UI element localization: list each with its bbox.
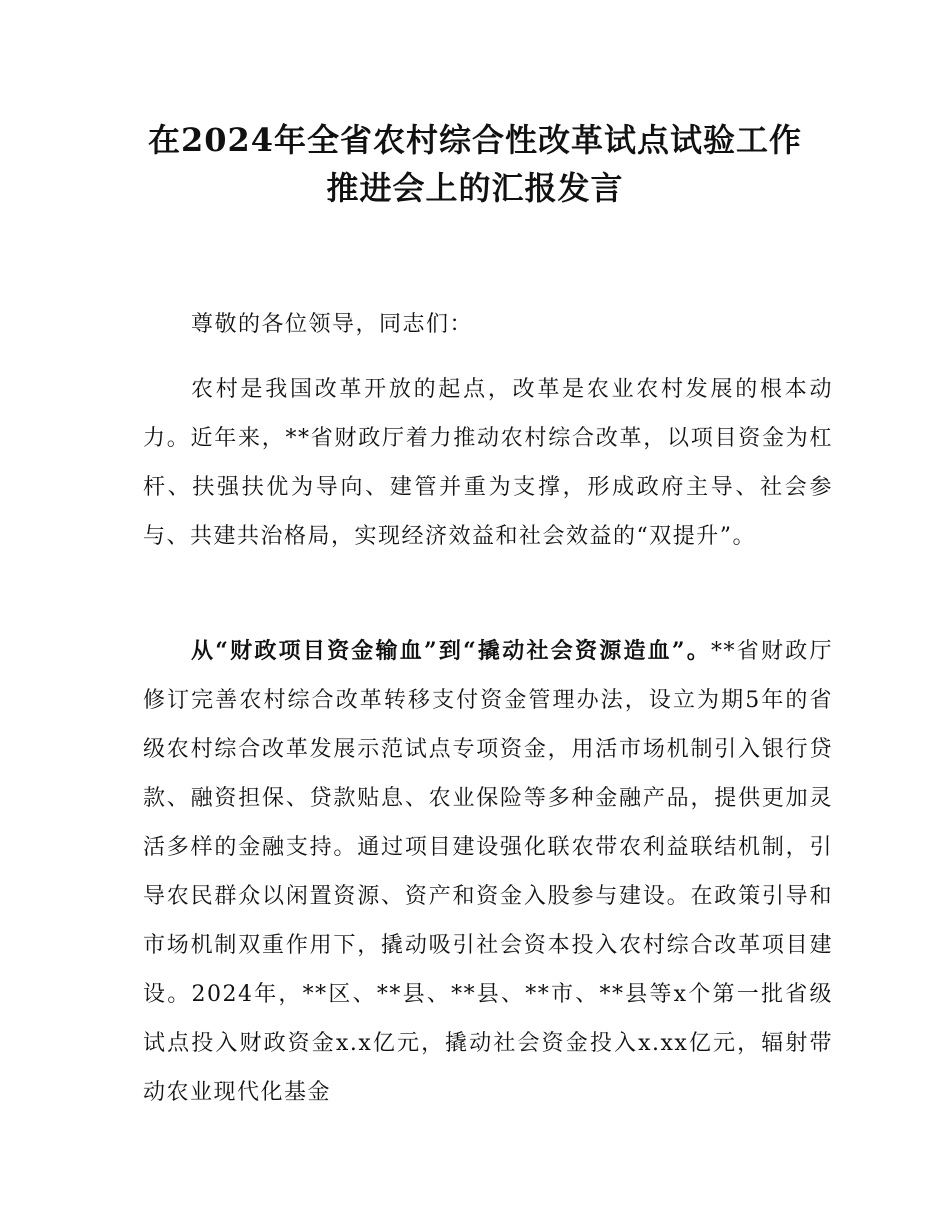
paragraph-2	[143, 627, 833, 1117]
paragraph-1: 农村是我国改革开放的起点，改革是农业农村发展的根本动力。近年来，**省财政厅着力推动农村综合改革，以项目资金为杠杆、扶强扶优为导向、建管并重为支撑，形成政府主导、社会参与、共建共治格局，实现经济效益和社会效益的“双提升”。	[143, 377, 833, 549]
document-title-line-1: 在2024年全省农村综合性改革试点试验工作	[147, 121, 803, 159]
document-title-line-2: 推进会上的汇报发言	[326, 169, 624, 207]
paragraph-2-body: **省财政厅修订完善农村综合改革转移支付资金管理办法，设立为期5年的省级农村综合改革发展示范试点专项资金，用活市场机制引入银行贷款、融资担保、贷款贴息、农业保险等多种金融产品，提供更加灵活多样的金融支持。通过项目建设强化联农带农利益联结机制，引导农民群众以闲置资源、资产和资金入股参与建设。在政策引导和市场机制双重作用下，撬动吸引社会资本投入农村综合改革项目建设。2024年，**区、**县、**县、**市、**县等x个第一批省级试点投入财政资金x.x亿元，撬动社会资金投入x.xx亿元，辐射带动农业现代化基金	[143, 639, 833, 1105]
greeting: 尊敬的各位领导，同志们：	[191, 312, 474, 337]
paragraph-2-lead: 从“财政项目资金输血”到“撬动社会资源造血”。	[191, 638, 712, 664]
